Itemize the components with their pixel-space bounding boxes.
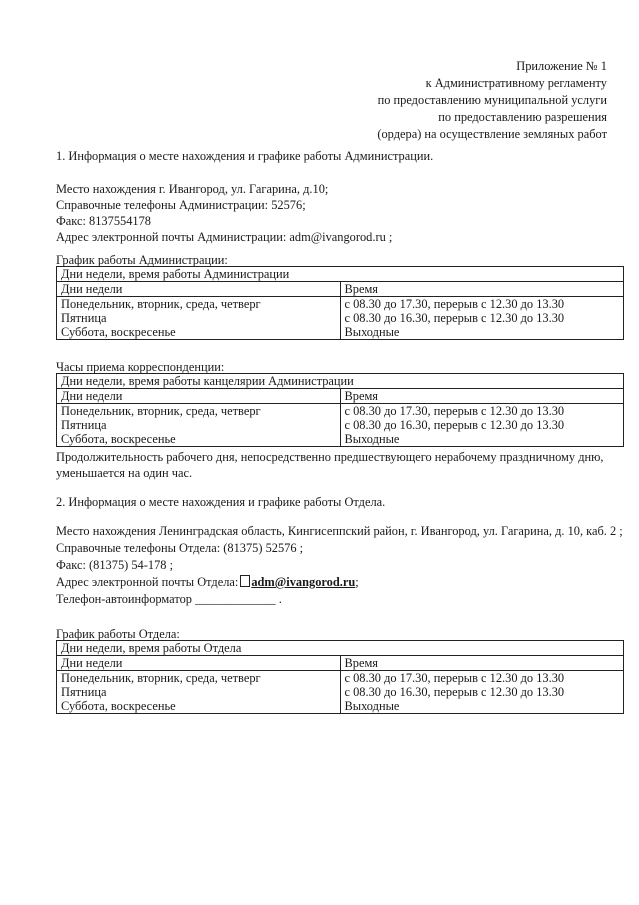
table-cell: Пятница <box>57 418 341 432</box>
section2-title: 2. Информация о месте нахождения и графике работы Отдела. <box>56 495 386 509</box>
section1-schedule-title: График работы Администрации: <box>56 253 228 267</box>
table-cell: Пятница <box>57 311 341 325</box>
checkbox-glyph-icon <box>240 575 250 587</box>
table-cell: Понедельник, вторник, среда, четверг <box>57 297 341 312</box>
table-header: Дни недели <box>57 389 341 404</box>
email-link[interactable]: adm@ivangorod.ru <box>251 575 356 589</box>
table-cell: с 08.30 до 17.30, перерыв с 12.30 до 13.30 <box>340 404 624 419</box>
table-caption: Дни недели, время работы Администрации <box>57 267 624 282</box>
appendix-line: к Административному регламенту <box>425 76 607 90</box>
table-cell: Выходные <box>340 699 624 714</box>
table-cell: Суббота, воскресенье <box>57 325 341 340</box>
section1-fax: Факс: 8137554178 <box>56 214 151 228</box>
table-cell: Пятница <box>57 685 341 699</box>
section2-autoinformer: Телефон-автоинформатор _____________ . <box>56 592 282 606</box>
section1-mail-title: Часы приема корреспонденции: <box>56 360 225 374</box>
section2-location: Место нахождения Ленинградская область, Кингисеппский район, г. Ивангород, ул. Гагарина, д. 10, каб. 2 ; <box>56 524 623 538</box>
table-caption: Дни недели, время работы Отдела <box>57 641 624 656</box>
table-header: Время <box>340 656 624 671</box>
table-cell: Суббота, воскресенье <box>57 432 341 447</box>
mail-schedule-table <box>56 373 624 447</box>
appendix-line: (ордера) на осуществление земляных работ <box>377 127 607 141</box>
table-header: Время <box>340 282 624 297</box>
section1-contacts <box>56 181 616 245</box>
appendix-line: Приложение № 1 <box>516 59 607 73</box>
appendix-line: по предоставлению муниципальной услуги <box>377 93 607 107</box>
mail-schedule-table-wrap <box>56 373 616 447</box>
admin-schedule-table <box>56 266 624 340</box>
section2-fax: Факс: (81375) 54-178 ; <box>56 558 174 572</box>
table-cell: с 08.30 до 17.30, перерыв с 12.30 до 13.30 <box>340 297 624 312</box>
table-cell: Выходные <box>340 432 624 447</box>
dept-schedule-table-wrap <box>56 640 616 714</box>
admin-schedule-table-wrap <box>56 266 616 340</box>
table-cell: Выходные <box>340 325 624 340</box>
section1-email: Адрес электронной почты Администрации: adm@ivangorod.ru ; <box>56 230 393 244</box>
section2-email <box>56 574 626 591</box>
table-cell: с 08.30 до 16.30, перерыв с 12.30 до 13.30 <box>340 685 624 699</box>
email-tail: ; <box>355 575 359 589</box>
appendix-line: по предоставлению разрешения <box>438 110 607 124</box>
section1-phones: Справочные телефоны Администрации: 52576; <box>56 198 306 212</box>
table-cell: с 08.30 до 17.30, перерыв с 12.30 до 13.30 <box>340 671 624 686</box>
section2-contacts <box>56 523 626 608</box>
section1-note: Продолжительность рабочего дня, непосредственно предшествующего нерабочему праздничному дню, уменьшается на один час. <box>56 450 604 480</box>
appendix-header <box>307 58 607 143</box>
table-cell: с 08.30 до 16.30, перерыв с 12.30 до 13.30 <box>340 311 624 325</box>
table-header: Дни недели <box>57 656 341 671</box>
table-cell: Суббота, воскресенье <box>57 699 341 714</box>
dept-schedule-table <box>56 640 624 714</box>
section1-title: 1. Информация о месте нахождения и графике работы Администрации. <box>56 149 434 163</box>
table-cell: с 08.30 до 16.30, перерыв с 12.30 до 13.30 <box>340 418 624 432</box>
table-cell: Понедельник, вторник, среда, четверг <box>57 404 341 419</box>
table-caption: Дни недели, время работы канцелярии Администрации <box>57 374 624 389</box>
section2-phones: Справочные телефоны Отдела: (81375) 52576 ; <box>56 541 304 555</box>
table-header: Время <box>340 389 624 404</box>
table-cell: Понедельник, вторник, среда, четверг <box>57 671 341 686</box>
section2-schedule-title: График работы Отдела: <box>56 627 180 641</box>
email-label: Адрес электронной почты Отдела: <box>56 575 239 589</box>
table-header: Дни недели <box>57 282 341 297</box>
section1-location: Место нахождения г. Ивангород, ул. Гагарина, д.10; <box>56 182 329 196</box>
